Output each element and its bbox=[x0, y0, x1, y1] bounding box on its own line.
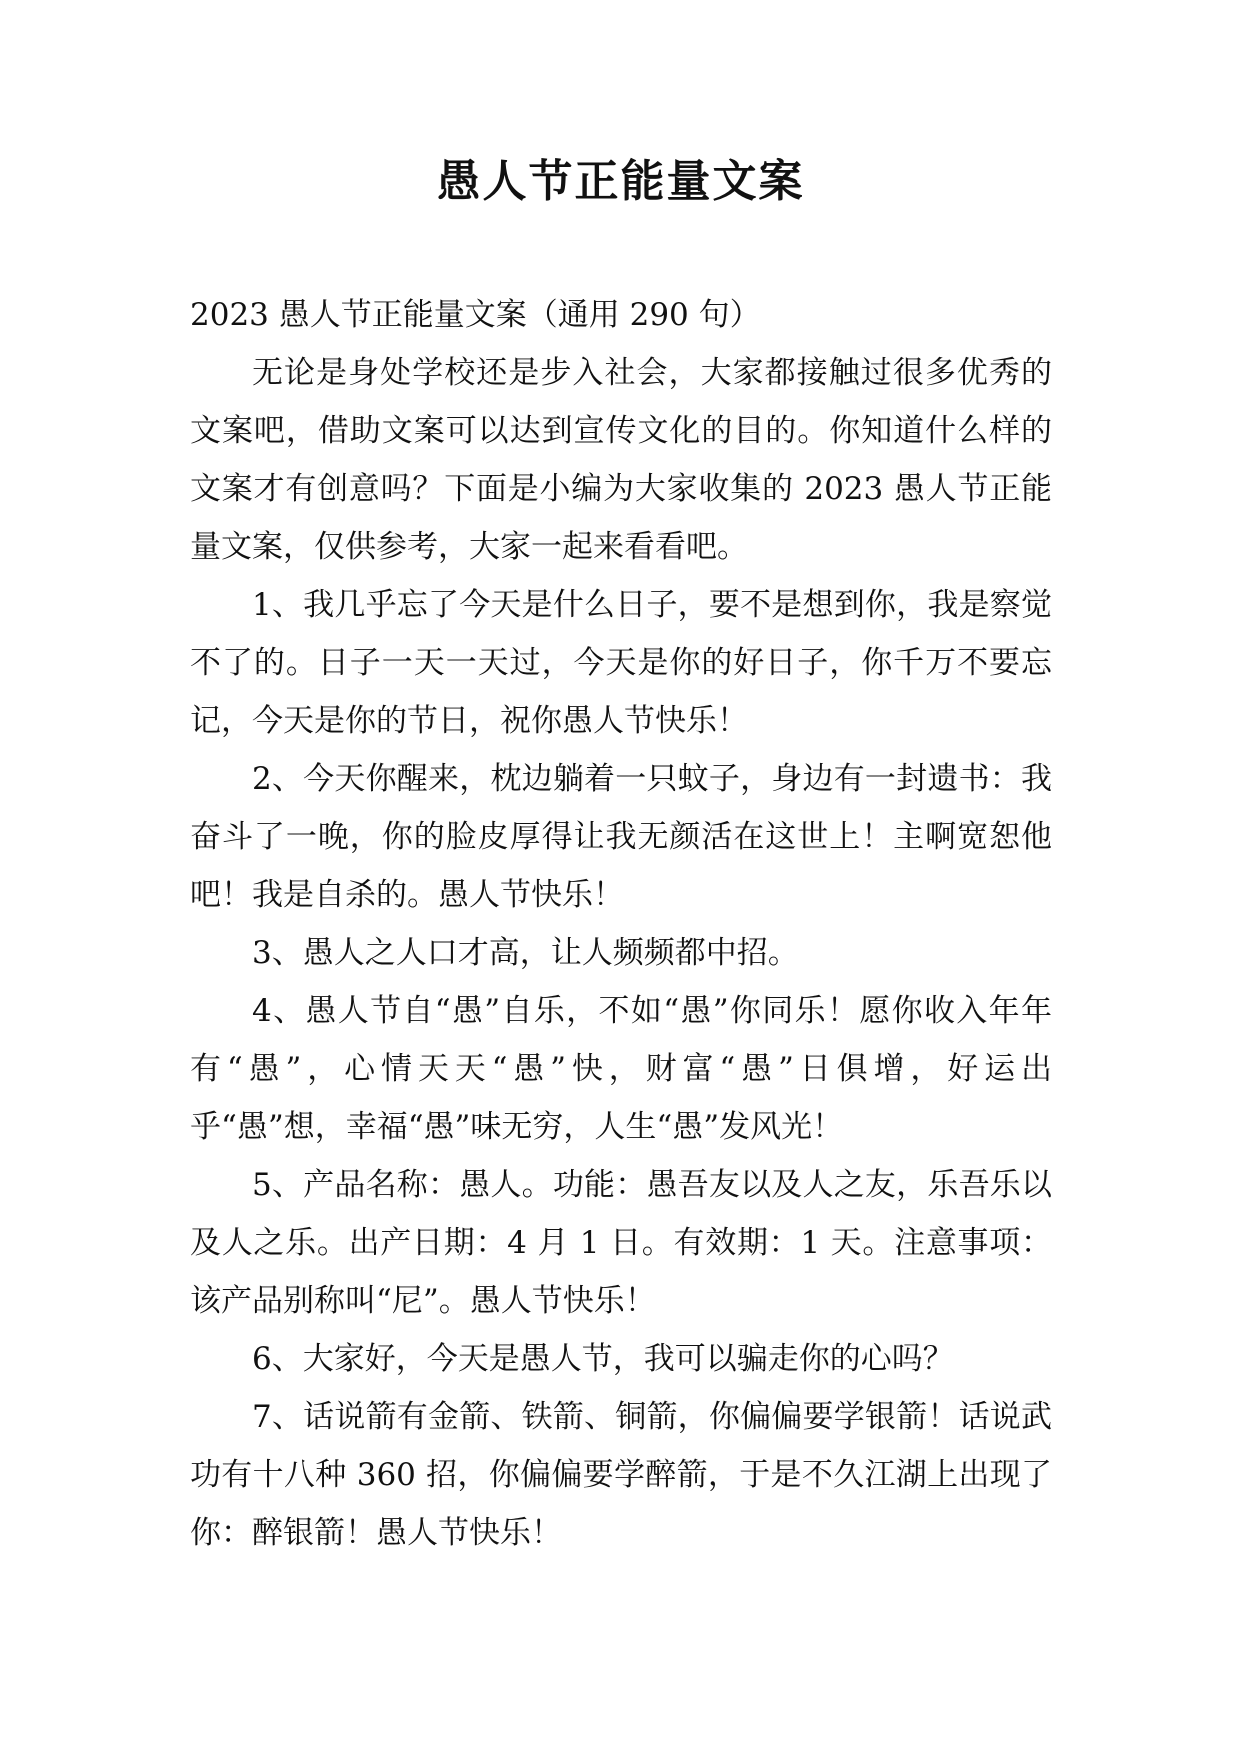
quote-paragraph-2: 2、今天你醒来，枕边躺着一只蚊子，身边有一封遗书：我奋斗了一晚，你的脸皮厚得让我无颜活在这世上！主啊宽恕他吧！我是自杀的。愚人节快乐！ bbox=[190, 761, 1052, 913]
subtitle-line: 2023 愚人节正能量文案（通用 290 句） bbox=[190, 297, 761, 333]
quote-paragraph-3: 3、愚人之人口才高，让人频频都中招。 bbox=[252, 935, 799, 971]
quote-paragraph-4: 4、愚人节自“愚”自乐，不如“愚”你同乐！愿你收入年年有“愚”，心情天天“愚”快，财富“愚”日俱增，好运出乎“愚”想，幸福“愚”味无穷，人生“愚”发风光！ bbox=[190, 993, 1052, 1145]
document-body bbox=[190, 286, 1052, 1562]
intro-paragraph: 无论是身处学校还是步入社会，大家都接触过很多优秀的文案吧，借助文案可以达到宣传文化的目的。你知道什么样的文案才有创意吗？下面是小编为大家收集的 2023 愚人节正能量文案，仅供参考，大家一起来看看吧。 bbox=[190, 355, 1052, 565]
quote-paragraph-1: 1、我几乎忘了今天是什么日子，要不是想到你，我是察觉不了的。日子一天一天过，今天是你的好日子，你千万不要忘记，今天是你的节日，祝你愚人节快乐！ bbox=[190, 587, 1052, 739]
quote-paragraph-7: 7、话说箭有金箭、铁箭、铜箭，你偏偏要学银箭！话说武功有十八种 360 招，你偏偏要学醉箭，于是不久江湖上出现了你：醉银箭！愚人节快乐！ bbox=[190, 1399, 1052, 1551]
quote-paragraph-6: 6、大家好，今天是愚人节，我可以骗走你的心吗？ bbox=[252, 1341, 954, 1377]
quote-paragraph-5: 5、产品名称：愚人。功能：愚吾友以及人之友，乐吾乐以及人之乐。出产日期：4 月 1 日。有效期：1 天。注意事项：该产品别称叫“尼”。愚人节快乐！ bbox=[190, 1167, 1052, 1319]
page-title: 愚人节正能量文案 bbox=[436, 156, 805, 207]
